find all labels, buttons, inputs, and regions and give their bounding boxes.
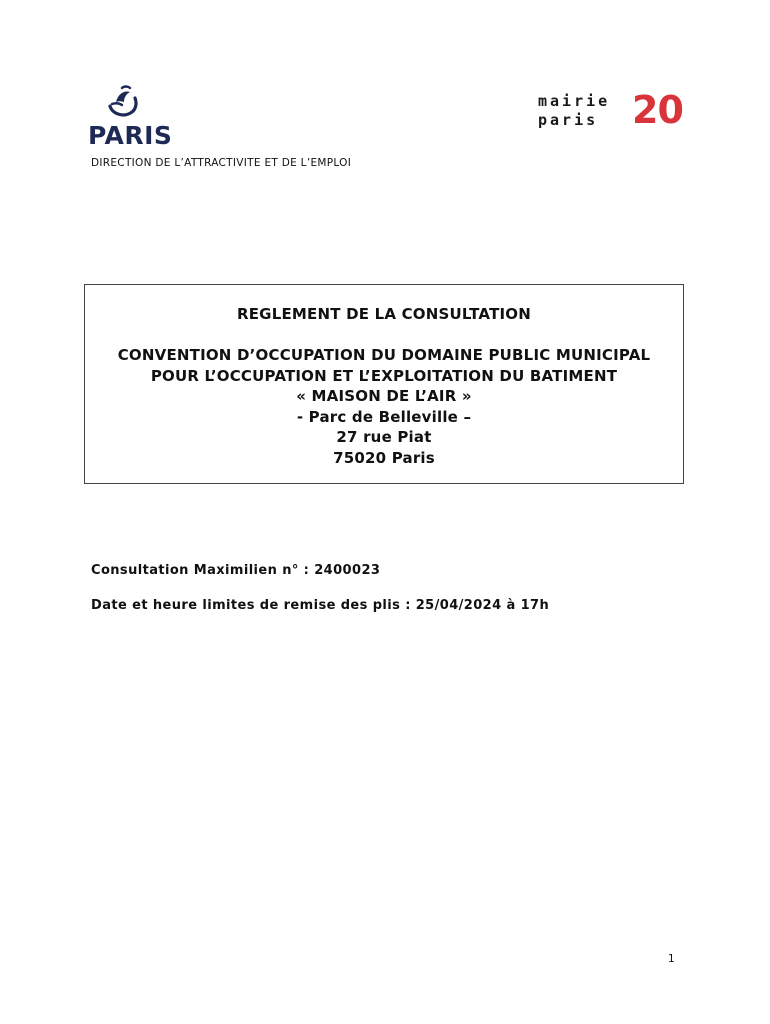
- title-line: 75020 Paris: [333, 448, 435, 467]
- title-line: CONVENTION D’OCCUPATION DU DOMAINE PUBLIC MUNICIPAL: [117, 346, 651, 364]
- mairie-line-2: paris: [538, 111, 599, 129]
- mairie-line-1: mairie: [538, 92, 611, 110]
- page-number: 1: [668, 953, 675, 965]
- submission-deadline: Date et heure limites de remise des plis : 25/04/2024 à 17h: [91, 598, 550, 613]
- title-lines: [85, 345, 683, 468]
- mairie-logo-text: [538, 92, 610, 130]
- mairie-paris-20-logo: [538, 88, 692, 138]
- paris-logo-text: PARIS: [88, 121, 173, 150]
- arrondissement-number: 20: [632, 88, 683, 132]
- paris-ship-icon: [102, 84, 142, 124]
- title-line: « MAISON DE L’AIR »: [296, 387, 472, 405]
- title-line: 27 rue Piat: [336, 428, 432, 446]
- title-line: - Parc de Belleville –: [296, 407, 472, 426]
- title-box: [84, 284, 684, 484]
- document-heading: REGLEMENT DE LA CONSULTATION: [236, 305, 531, 323]
- consultation-number: Consultation Maximilien n° : 2400023: [91, 563, 381, 578]
- direction-label: DIRECTION DE L’ATTRACTIVITE ET DE L’EMPLOI: [91, 157, 352, 169]
- paris-logo: [88, 84, 172, 150]
- title-line: POUR L’OCCUPATION ET L’EXPLOITATION DU BATIMENT: [150, 366, 618, 385]
